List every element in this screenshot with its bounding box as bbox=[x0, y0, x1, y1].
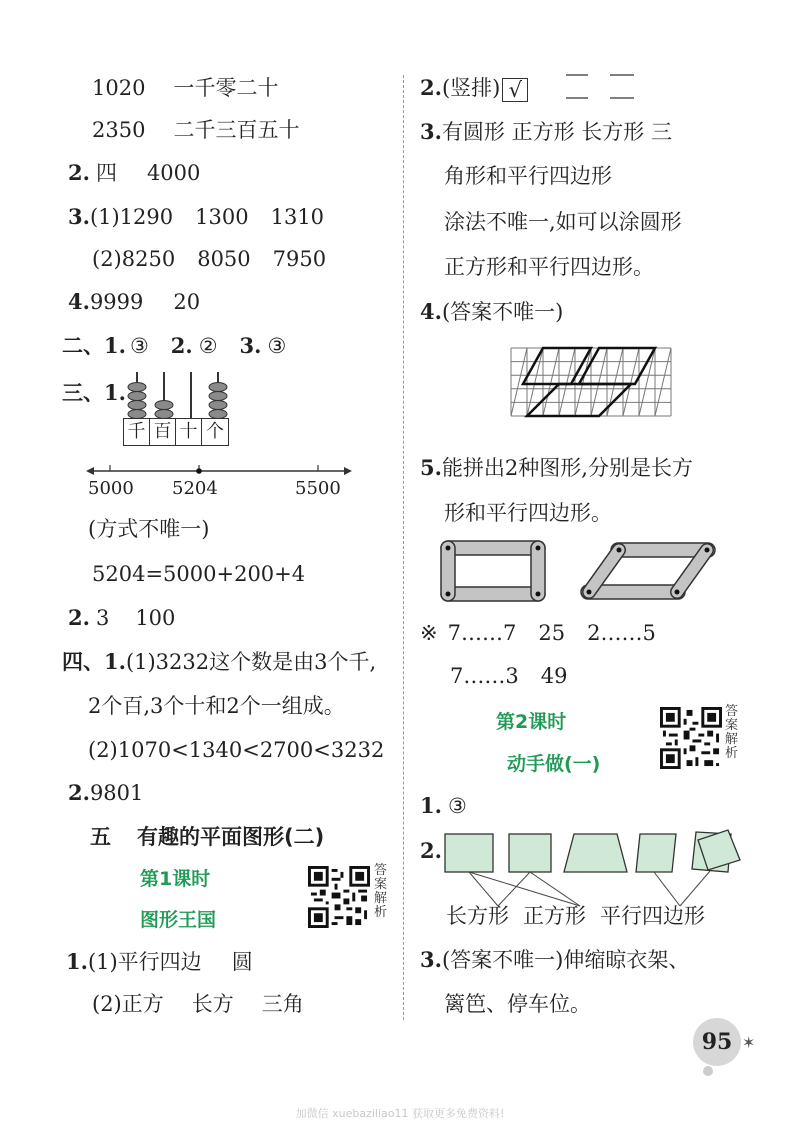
abacus-bead bbox=[209, 392, 227, 401]
answer-value: 2……5 bbox=[587, 621, 656, 645]
question-number: 3. bbox=[420, 119, 442, 144]
shape-trapezoid bbox=[564, 834, 627, 872]
question-number: 2. bbox=[68, 780, 90, 805]
check-icon: √ bbox=[502, 78, 528, 102]
lesson-subtitle: 动手做(一) bbox=[507, 753, 601, 775]
answer-value: 三角 bbox=[261, 992, 304, 1016]
answer-value: 7……3 bbox=[450, 664, 519, 688]
answer-r2 bbox=[420, 75, 528, 102]
bonus-mark: ※ bbox=[420, 621, 438, 645]
question-number: 4. bbox=[420, 299, 442, 324]
answer-value: 100 bbox=[135, 606, 176, 630]
qr-code-icon[interactable] bbox=[308, 866, 370, 928]
arrow-left-icon bbox=[86, 467, 94, 475]
answer-4-2 bbox=[68, 780, 143, 806]
question-number: 2. bbox=[68, 160, 90, 185]
question-number: 1. bbox=[420, 793, 442, 818]
answer-value: 8050 bbox=[197, 247, 251, 271]
answer-3-part1 bbox=[68, 204, 324, 230]
answer-value: ③ bbox=[447, 794, 467, 818]
question-number: 3. bbox=[420, 947, 442, 972]
place-ones: 个 bbox=[206, 421, 224, 442]
question-number: 3. bbox=[68, 204, 90, 229]
answer-text: 2个百,3个十和2个一组成。 bbox=[88, 694, 345, 718]
answer-text: (1)平行四边 bbox=[87, 950, 202, 974]
shape-label: 平行四边形 bbox=[600, 904, 705, 928]
answer-line-1020 bbox=[92, 75, 278, 101]
abacus-bead bbox=[128, 383, 146, 392]
answer-value: 9999 bbox=[89, 290, 144, 314]
answer-r4 bbox=[420, 299, 563, 325]
answer-text: (答案不唯一) bbox=[441, 300, 564, 324]
answer-r5 bbox=[420, 455, 693, 481]
grid-parallelogram-figure bbox=[507, 344, 677, 426]
grid-diagonal bbox=[575, 348, 591, 416]
qr-code-icon[interactable] bbox=[660, 707, 722, 769]
shape-labels bbox=[446, 903, 705, 929]
place-tens: 十 bbox=[176, 419, 202, 445]
answer-text: (2)1070<1340<2700<3232 bbox=[88, 738, 385, 762]
answer-text: 形和平行四边形。 bbox=[444, 501, 612, 525]
lesson2-answer-1 bbox=[420, 793, 467, 819]
place-thousands: 千 bbox=[124, 419, 150, 445]
shape-square bbox=[509, 834, 551, 872]
matching-lines bbox=[469, 871, 710, 906]
marked-point bbox=[196, 468, 202, 474]
bonus-answer-1 bbox=[420, 620, 656, 646]
question-number: 2. bbox=[68, 605, 90, 630]
lesson1-answer-1-2 bbox=[92, 991, 304, 1017]
abacus-bead bbox=[128, 392, 146, 401]
lesson2-answer-3 bbox=[420, 947, 689, 973]
question-number: 四、1. bbox=[62, 649, 126, 674]
question-number: 2. bbox=[420, 838, 442, 863]
lesson-subtitle: 图形王国 bbox=[140, 909, 217, 931]
grid-diagonal bbox=[527, 348, 543, 416]
tick-label: 5000 bbox=[88, 478, 134, 499]
tick-label: 5500 bbox=[295, 478, 341, 499]
question-number: 3. bbox=[239, 333, 262, 358]
answer-value: 25 bbox=[538, 621, 566, 645]
answer-value: 20 bbox=[173, 290, 201, 314]
answer-text: 涂法不唯一,如可以涂圆形 bbox=[444, 210, 682, 234]
decor-dot bbox=[703, 1066, 713, 1076]
answer-value: 圆 bbox=[231, 950, 253, 974]
answer-text: (答案不唯一)伸缩晾衣架、 bbox=[441, 948, 690, 972]
answer-4-1 bbox=[62, 649, 376, 675]
abacus-place-labels bbox=[123, 418, 229, 446]
qr-caption: 答案解析 bbox=[374, 863, 388, 920]
star-icon: ✶ bbox=[742, 1033, 756, 1052]
parallelogram-frame bbox=[581, 543, 715, 599]
place-hundreds: 百 bbox=[150, 419, 176, 445]
abacus-rods bbox=[128, 372, 227, 419]
answer-text: 角形和平行四边形 bbox=[444, 164, 612, 188]
answer-value: 9801 bbox=[89, 781, 144, 805]
shape-rectangle bbox=[445, 834, 493, 872]
stick-frames-figure bbox=[435, 537, 735, 607]
question-number: 5. bbox=[420, 455, 442, 480]
answer-text: (1)3232这个数是由3个千, bbox=[125, 650, 377, 674]
note-text: (方式不唯一) bbox=[88, 517, 210, 541]
grid-diagonal bbox=[639, 348, 655, 416]
answer-value: ③ bbox=[129, 334, 149, 358]
answer-r3 bbox=[420, 119, 672, 145]
tick-label: 5204 bbox=[172, 478, 218, 499]
question-number: 2. bbox=[170, 333, 193, 358]
answer-value: (1)1290 bbox=[89, 205, 174, 229]
answer-value: 4000 bbox=[146, 161, 201, 185]
column-divider bbox=[403, 75, 404, 1020]
abacus-bead bbox=[155, 401, 173, 410]
number-words: 二千三百五十 bbox=[173, 118, 300, 142]
answer-value: 长方 bbox=[191, 992, 234, 1016]
answer-3-part2 bbox=[92, 246, 326, 272]
section-heading bbox=[90, 824, 324, 850]
shape-parallelogram bbox=[636, 834, 676, 872]
answer-value: ② bbox=[198, 334, 218, 358]
grid bbox=[511, 348, 671, 416]
shape-label: 长方形 bbox=[446, 904, 509, 928]
answer-text: (竖排) bbox=[441, 76, 501, 100]
lesson2-answer-2 bbox=[420, 838, 442, 864]
abacus-bead bbox=[209, 383, 227, 392]
section-title: 有趣的平面图形(二) bbox=[137, 825, 325, 849]
shape-tilted-square bbox=[688, 826, 748, 880]
lesson-title: 第2课时 bbox=[496, 711, 567, 733]
grid-diagonal bbox=[655, 348, 671, 416]
rectangle-frame bbox=[441, 541, 545, 601]
grid-diagonal bbox=[543, 348, 559, 416]
answer-text: 篱笆、停车位。 bbox=[444, 992, 591, 1016]
answer-value: 49 bbox=[540, 664, 568, 688]
answer-4 bbox=[68, 289, 200, 315]
section-3-q1-label bbox=[62, 380, 126, 406]
number: 1020 bbox=[92, 76, 146, 100]
section-number: 五 bbox=[90, 825, 111, 849]
answer-2 bbox=[68, 160, 200, 186]
answer-3-2 bbox=[68, 605, 175, 631]
lesson1-answer-1-1 bbox=[66, 949, 253, 975]
answer-value: 四 bbox=[95, 161, 117, 185]
answer-value: ③ bbox=[267, 334, 287, 358]
qr-caption: 答案解析 bbox=[725, 704, 739, 761]
abacus-figure bbox=[123, 370, 233, 420]
answer-text: 有圆形 正方形 长方形 三 bbox=[441, 120, 672, 144]
answer-value: 3 bbox=[95, 606, 110, 630]
answer-value: 7……7 bbox=[447, 621, 517, 645]
answer-value: 1310 bbox=[270, 205, 325, 229]
blank-lines-figure bbox=[560, 72, 640, 102]
question-number: 1. bbox=[66, 949, 88, 974]
answer-text: 正方形和平行四边形。 bbox=[444, 255, 654, 279]
question-number: 4. bbox=[68, 289, 90, 314]
page-number: 95 bbox=[693, 1018, 741, 1066]
number-words: 一千零二十 bbox=[173, 76, 279, 100]
number: 2350 bbox=[92, 118, 146, 142]
footer-watermark: 加微信 xuebaziliao11 获取更多免费资料! bbox=[295, 1107, 505, 1120]
answer-value: 1300 bbox=[195, 205, 249, 229]
answer-value: (2)8250 bbox=[92, 247, 176, 271]
abacus-bead bbox=[128, 401, 146, 410]
question-number: 三、1. bbox=[62, 380, 126, 405]
question-number: 2. bbox=[420, 75, 442, 100]
section-2-answers bbox=[62, 333, 286, 359]
answer-value: 7950 bbox=[272, 247, 327, 271]
shape-label: 正方形 bbox=[523, 904, 586, 928]
question-number: 二、1. bbox=[62, 333, 126, 358]
answer-text: 能拼出2种图形,分别是长方 bbox=[441, 456, 693, 480]
abacus-bead bbox=[209, 401, 227, 410]
answer-line-2350 bbox=[92, 117, 299, 143]
arrow-right-icon bbox=[344, 467, 352, 475]
answer-text: (2)正方 bbox=[92, 992, 164, 1016]
equation: 5204=5000+200+4 bbox=[92, 562, 306, 586]
bonus-answer-2 bbox=[450, 663, 567, 689]
lesson-title: 第1课时 bbox=[140, 868, 211, 890]
